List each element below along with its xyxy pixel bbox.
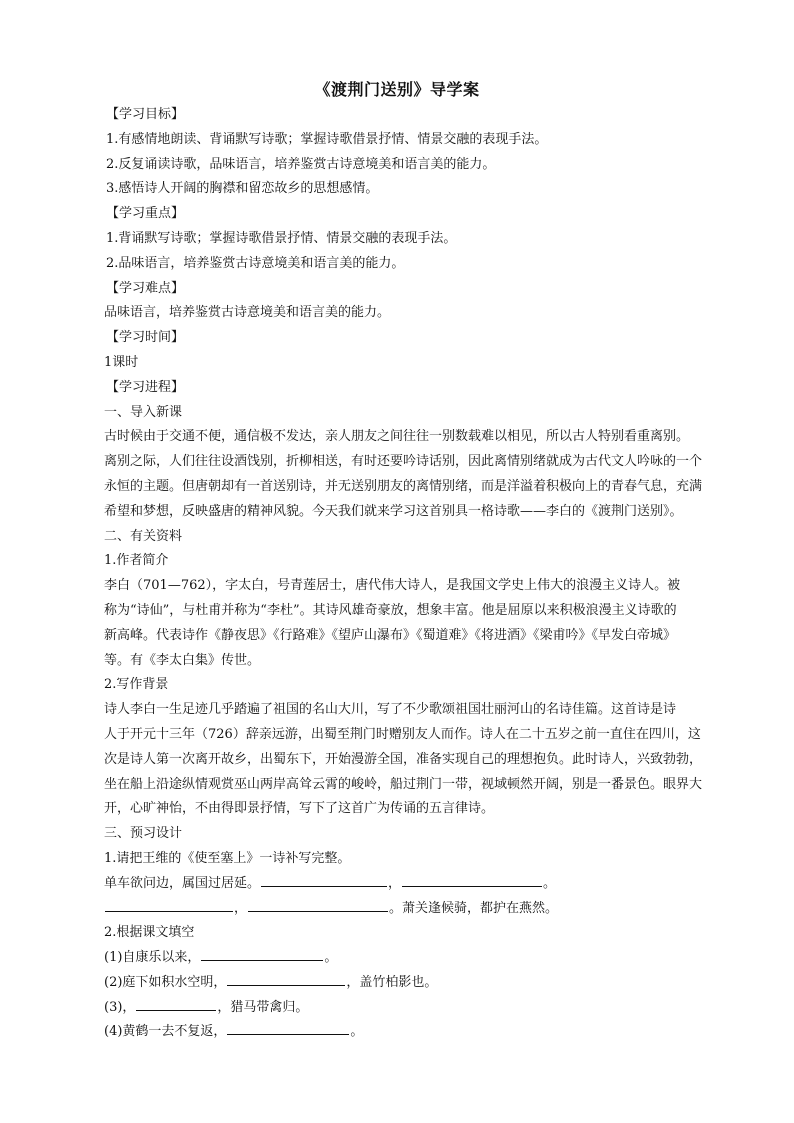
subsection-heading: 2.写作背景 [104,677,169,693]
prompt-text: (1)自康乐以来， [104,950,201,966]
answer-blank[interactable] [201,946,323,961]
difficulties-text: 品味语言，培养鉴赏古诗意境美和语言美的能力。 [104,305,391,321]
poem-text: 。萧关逢候骑，都护在燕然。 [389,900,559,916]
answer-blank[interactable] [105,897,233,912]
paragraph-line: 新高峰。代表诗作《静夜思》《行路难》《望庐山瀑布》《蜀道难》《将进酒》《梁甫吟》《早发白帝城》 [104,627,677,643]
answer-blank[interactable] [227,1020,349,1035]
fill-line [104,897,724,922]
punctuation: ， [388,875,402,891]
section-heading: 一、导入新课 [104,404,183,420]
paragraph-line: 次是诗人第一次离开故乡，出蜀东下，开始漫游全国，准备实现自己的理想抱负。此时诗人，兴致勃勃， [104,751,703,767]
document-body [104,103,724,1045]
paragraph-line: 离别之际，人们往往设酒饯别，折柳相送，有时还要吟诗话别，因此离情别绪就成为古代文人吟咏的一个 [104,454,703,470]
answer-blank[interactable] [402,872,542,887]
subsection-heading: 1.作者简介 [104,553,169,569]
time-text: 1课时 [104,354,139,370]
fill-line [104,946,724,971]
prompt-text: 。 [350,1024,364,1040]
answer-blank[interactable] [248,897,388,912]
fill-line [104,872,724,897]
paragraph-line: 人于开元十三年（726）辞亲远游，出蜀至荆门时赠别友人而作。诗人在二十五岁之前一直住在四川，这 [104,726,701,742]
answer-blank[interactable] [227,971,345,986]
prompt-text: (2)庭下如积水空明， [104,974,227,990]
objective-item: 1.有感情地朗读、背诵默写诗歌；掌握诗歌借景抒情、情景交融的表现手法。 [106,131,548,147]
paragraph-line: 永恒的主题。但唐朝却有一首送别诗，并无送别朋友的离情别绪，而是洋溢着积极向上的青春气息，充满 [104,478,703,494]
fill-line [104,971,724,996]
time-heading: 【学习时间】 [106,330,185,346]
prompt-text: ，猎马带禽归。 [217,999,309,1015]
process-heading: 【学习进程】 [106,379,185,395]
paragraph-line: 李白（701—762），字太白，号青莲居士，唐代伟大诗人，是我国文学史上伟大的浪漫主义诗人。被 [104,578,681,594]
paragraph-line: 等。有《李太白集》传世。 [104,652,261,668]
key-point-item: 1.背诵默写诗歌；掌握诗歌借景抒情、情景交融的表现手法。 [106,230,457,246]
prompt-text: (4)黄鹤一去不复返， [104,1024,227,1040]
objective-item: 3.感悟诗人开阔的胸襟和留恋故乡的思想感情。 [106,181,379,197]
prompt-text: ，盖竹柏影也。 [346,974,438,990]
fill-line [104,996,724,1021]
question-heading: 2.根据课文填空 [104,925,195,941]
answer-blank[interactable] [136,996,216,1011]
punctuation: ， [234,900,248,916]
section-heading: 二、有关资料 [104,528,183,544]
section-heading: 三、预习设计 [104,826,183,842]
paragraph-line: 诗人李白一生足迹几乎踏遍了祖国的名山大川，写了不少歌颂祖国壮丽河山的名诗佳篇。这首诗是诗 [104,702,677,718]
prompt-text: 。 [324,950,338,966]
difficulties-heading: 【学习难点】 [106,280,185,296]
page-title: 《渡荆门送别》导学案 [314,80,480,99]
prompt-text: (3)， [104,999,136,1015]
paragraph-line: 开，心旷神怡，不由得即景抒情，写下了这首广为传诵的五言律诗。 [104,801,495,817]
paragraph-line: 希望和梦想，反映盛唐的精神风貌。今天我们就来学习这首别具一格诗歌——李白的《渡荆门送别》。 [104,503,683,519]
paragraph-line: 称为“诗仙”，与杜甫并称为“李杜”。其诗风雄奇豪放，想象丰富。他是屈原以来积极浪漫主义诗歌的 [104,602,677,618]
fill-line [104,1020,724,1045]
question-heading: 1.请把王维的《使至塞上》一诗补写完整。 [104,850,351,866]
key-point-item: 2.品味语言，培养鉴赏古诗意境美和语言美的能力。 [106,255,405,271]
key-points-heading: 【学习重点】 [106,206,185,222]
poem-text: 单车欲问边，属国过居延。 [104,875,261,891]
objective-item: 2.反复诵读诗歌，品味语言，培养鉴赏古诗意境美和语言美的能力。 [106,156,496,172]
paragraph-line: 古时候由于交通不便，通信极不发达，亲人朋友之间往往一别数载难以相见，所以古人特别看重离别。 [104,429,690,445]
answer-blank[interactable] [261,872,387,887]
objectives-heading: 【学习目标】 [106,107,185,122]
paragraph-line: 坐在船上沿途纵情观赏巫山两岸高耸云霄的峻岭，船过荆门一带，视域顿然开阔，别是一番景色。眼界大 [104,776,703,792]
punctuation: 。 [543,875,557,891]
